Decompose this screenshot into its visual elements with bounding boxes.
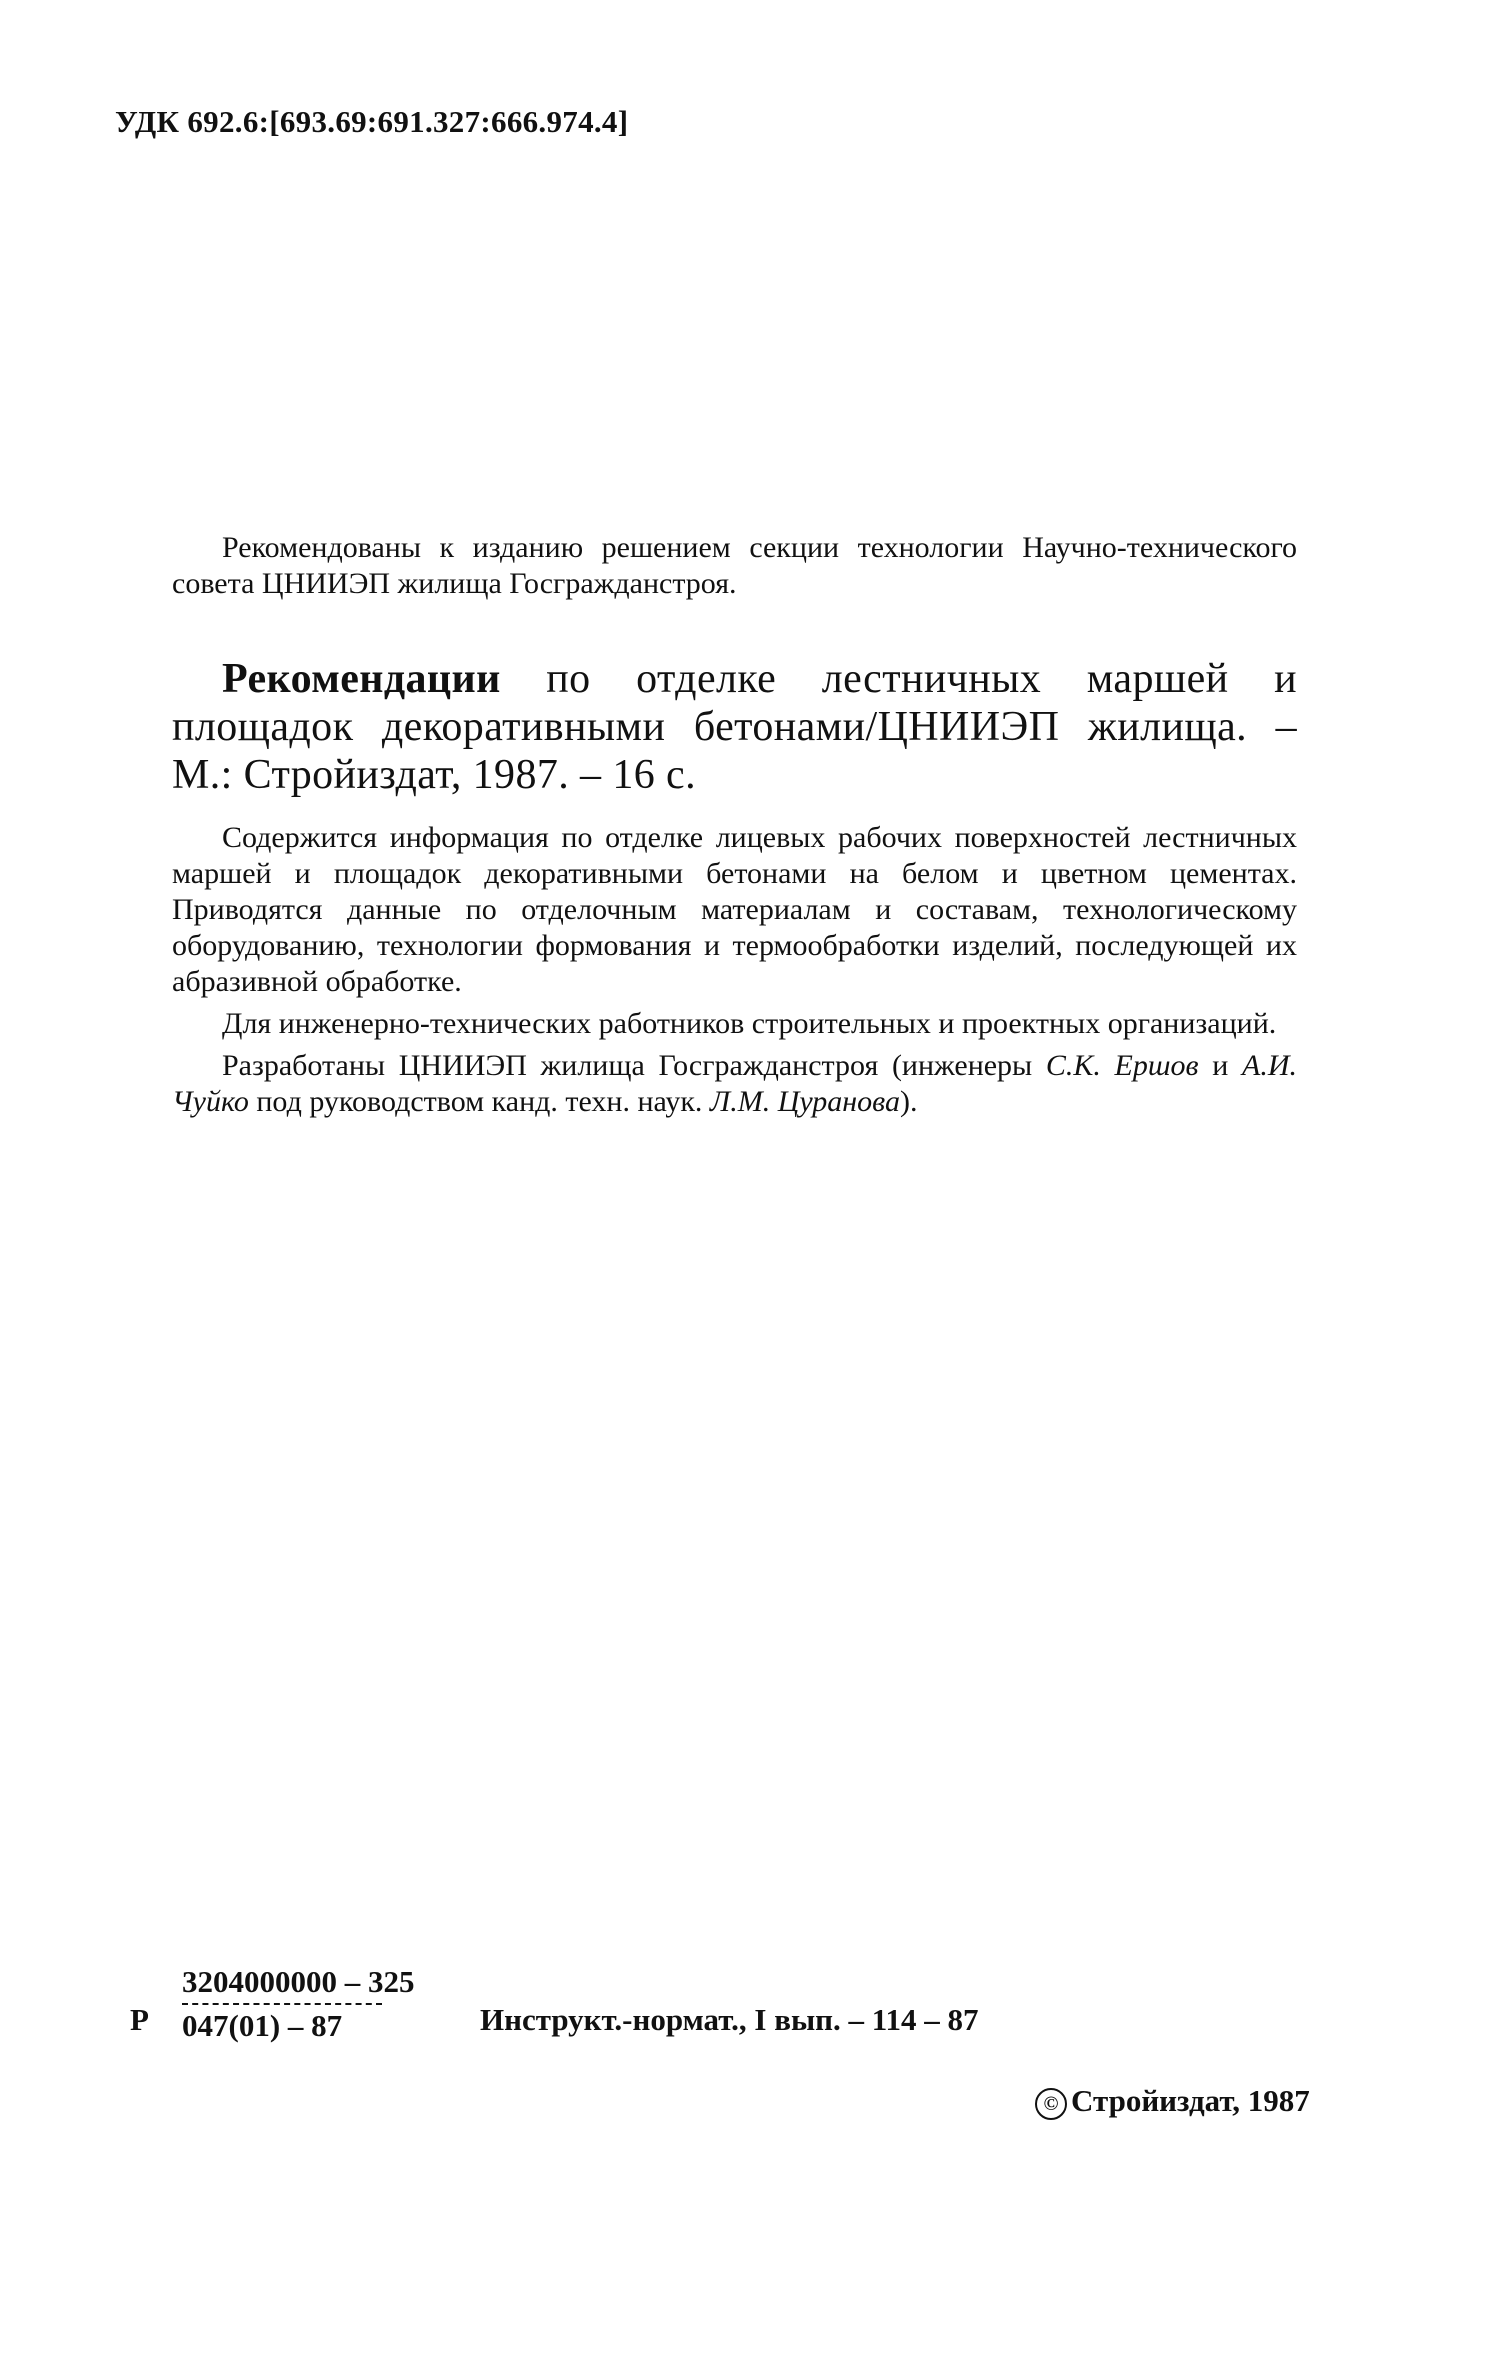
udc-code: УДК 692.6:[693.69:691.327:666.974.4] — [115, 104, 629, 139]
publication-code — [130, 1965, 1130, 2075]
annotation-summary: Содержится информация по отделке лицевых рабочих поверхностей лестничных маршей и площадок декоративными бетонами на белом и цветном цементах. Приводятся данные по отделочным материалам и составам, технологическому оборудованию, технологии формования и термообработки изделий, последующей их абразивной обработке. — [172, 821, 1297, 998]
annotation — [172, 820, 1297, 1120]
bibliographic-entry — [172, 655, 1297, 799]
code-fraction — [182, 1965, 415, 2043]
code-denominator: 047(01) – 87 — [182, 2008, 343, 2043]
copyright-icon: © — [1035, 2088, 1067, 2120]
bibliographic-title-rest: по отделке лестничных маршей и площадок декоративными бетонами/ЦНИИЭП жилища. – М.: Стройиздат, 1987. – 16 с. — [172, 656, 1297, 798]
supervisor-name: Л.М. Цуранова — [709, 1085, 900, 1118]
annotation-authors — [172, 1048, 1297, 1120]
copyright-text: Стройиздат, 1987 — [1071, 2083, 1310, 2118]
fraction-line — [182, 2003, 382, 2005]
annotation-audience: Для инженерно-технических работников строительных и проектных организаций. — [222, 1007, 1277, 1040]
author-name: С.К. Ершов — [1045, 1049, 1199, 1082]
authors-intro: Разработаны ЦНИИЭП жилища Госгражданстроя (инженеры — [222, 1049, 1046, 1082]
authors-conjunction: и — [1198, 1049, 1242, 1082]
code-letter: Р — [130, 2002, 149, 2037]
copyright-line — [1035, 2083, 1310, 2120]
approval-note — [172, 530, 1297, 602]
code-numerator: 3204000000 – 325 — [182, 1964, 415, 1999]
author-name: А.И. Чуйко — [172, 1049, 1297, 1118]
code-description: Инструкт.-нормат., I вып. – 114 – 87 — [480, 2002, 979, 2037]
approval-text: Рекомендованы к изданию решением секции технологии Научно-технического совета ЦНИИЭП жилища Госгражданстроя. — [172, 531, 1297, 600]
authors-supervision: под руководством канд. техн. наук. — [248, 1085, 710, 1118]
authors-end: ). — [900, 1085, 918, 1118]
bibliographic-title-lead: Рекомендации — [222, 656, 501, 702]
